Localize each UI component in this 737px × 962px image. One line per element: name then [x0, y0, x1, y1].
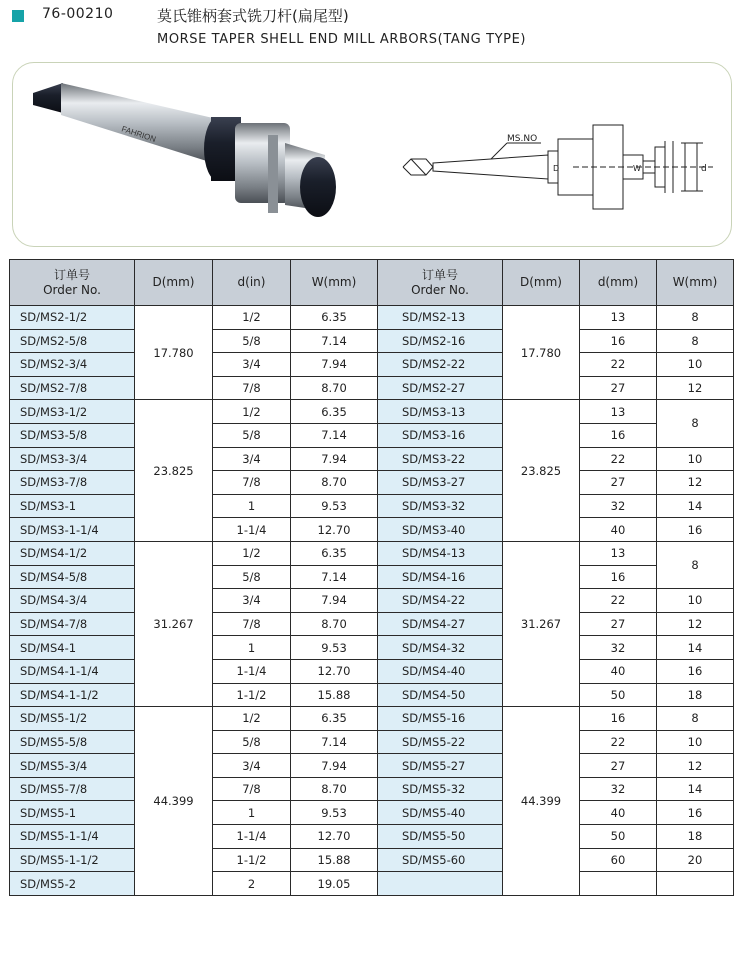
- d-mm-cell: 22: [580, 730, 657, 754]
- d-in-cell: 1: [213, 494, 291, 518]
- D-mm-2-cell: 23.825: [503, 400, 580, 542]
- table-row: [10, 707, 734, 731]
- order-no-2-cell: SD/MS5-32: [378, 777, 503, 801]
- d-in-cell: 5/8: [213, 329, 291, 353]
- title-english: MORSE TAPER SHELL END MILL ARBORS(TANG TYPE): [157, 32, 527, 47]
- table-row: [10, 848, 734, 872]
- d-mm-cell: 50: [580, 683, 657, 707]
- order-no-2-cell: SD/MS2-22: [378, 353, 503, 377]
- d-in-cell: 3/4: [213, 447, 291, 471]
- ms-no-label: MS.NO: [507, 134, 538, 144]
- D-mm-2-cell: 31.267: [503, 541, 580, 706]
- D-mm-cell: 23.825: [135, 400, 213, 542]
- W-mm-2-cell: 18: [657, 683, 734, 707]
- W-mm-2-cell: 16: [657, 659, 734, 683]
- d-in-cell: 1/2: [213, 707, 291, 731]
- table-row: [10, 447, 734, 471]
- d-in-cell: 1: [213, 636, 291, 660]
- d-in-cell: 1-1/2: [213, 683, 291, 707]
- W-mm-2-cell: 16: [657, 518, 734, 542]
- W-mm-cell: 7.94: [291, 447, 378, 471]
- W-mm-cell: 12.70: [291, 659, 378, 683]
- table-row: [10, 872, 734, 896]
- D-mm-cell: 17.780: [135, 306, 213, 400]
- d-mm-cell: 32: [580, 777, 657, 801]
- d-in-cell: 1/2: [213, 306, 291, 330]
- d-mm-cell: 32: [580, 636, 657, 660]
- W-mm-cell: 6.35: [291, 541, 378, 565]
- dim-W-label: W: [633, 164, 641, 173]
- table-row: [10, 730, 734, 754]
- order-no-cell: SD/MS4-3/4: [10, 589, 135, 613]
- arbor-photo: [33, 83, 336, 217]
- d-in-cell: 1-1/4: [213, 825, 291, 849]
- W-mm-cell: 7.94: [291, 754, 378, 778]
- d-in-cell: 3/4: [213, 754, 291, 778]
- table-row: [10, 659, 734, 683]
- spec-table: [9, 259, 734, 896]
- order-no-2-cell: SD/MS2-27: [378, 376, 503, 400]
- W-mm-cell: 7.14: [291, 329, 378, 353]
- W-mm-2-cell: 12: [657, 376, 734, 400]
- W-mm-cell: 9.53: [291, 636, 378, 660]
- order-no-2-cell: SD/MS3-32: [378, 494, 503, 518]
- table-row: [10, 471, 734, 495]
- order-no-2-cell: SD/MS3-27: [378, 471, 503, 495]
- order-no-cell: SD/MS3-1-1/4: [10, 518, 135, 542]
- d-mm-cell: 22: [580, 353, 657, 377]
- col-d-in: d(in): [213, 260, 291, 306]
- W-mm-cell: 9.53: [291, 494, 378, 518]
- order-no-cell: SD/MS5-1-1/2: [10, 848, 135, 872]
- W-mm-2-cell: 20: [657, 848, 734, 872]
- d-mm-cell: 27: [580, 612, 657, 636]
- table-row: [10, 541, 734, 565]
- order-no-cell: SD/MS3-1: [10, 494, 135, 518]
- order-no-cell: SD/MS4-1-1/2: [10, 683, 135, 707]
- order-no-cell: SD/MS5-3/4: [10, 754, 135, 778]
- dim-d-label: d: [701, 164, 707, 174]
- d-in-cell: 7/8: [213, 612, 291, 636]
- order-no-cell: SD/MS5-1/2: [10, 707, 135, 731]
- table-row: [10, 754, 734, 778]
- W-mm-cell: 7.14: [291, 565, 378, 589]
- d-mm-cell: 27: [580, 754, 657, 778]
- d-mm-cell: 22: [580, 589, 657, 613]
- W-mm-2-cell: 10: [657, 353, 734, 377]
- order-no-2-cell: SD/MS5-40: [378, 801, 503, 825]
- table-row: [10, 353, 734, 377]
- W-mm-2-cell: 14: [657, 636, 734, 660]
- table-row: [10, 376, 734, 400]
- table-row: [10, 565, 734, 589]
- W-mm-cell: 15.88: [291, 848, 378, 872]
- order-no-2-cell: SD/MS2-13: [378, 306, 503, 330]
- D-mm-2-cell: 44.399: [503, 707, 580, 896]
- col-D: D(mm): [135, 260, 213, 306]
- order-no-2-cell: SD/MS3-22: [378, 447, 503, 471]
- header: [12, 6, 732, 56]
- order-no-cell: SD/MS3-7/8: [10, 471, 135, 495]
- d-mm-cell: 40: [580, 801, 657, 825]
- col-D-2: D(mm): [503, 260, 580, 306]
- d-in-cell: 7/8: [213, 376, 291, 400]
- D-mm-cell: 44.399: [135, 707, 213, 896]
- d-in-cell: 3/4: [213, 353, 291, 377]
- d-in-cell: 1-1/4: [213, 659, 291, 683]
- order-no-2-cell: SD/MS3-13: [378, 400, 503, 424]
- W-mm-cell: 6.35: [291, 306, 378, 330]
- order-no-2-cell: SD/MS5-27: [378, 754, 503, 778]
- d-mm-cell: [580, 872, 657, 896]
- order-no-2-cell: SD/MS4-40: [378, 659, 503, 683]
- W-mm-cell: 19.05: [291, 872, 378, 896]
- W-mm-cell: 7.94: [291, 589, 378, 613]
- d-mm-cell: 40: [580, 659, 657, 683]
- order-no-cell: SD/MS2-7/8: [10, 376, 135, 400]
- W-mm-2-cell: 10: [657, 730, 734, 754]
- W-mm-2-cell: 18: [657, 825, 734, 849]
- order-no-cell: SD/MS3-1/2: [10, 400, 135, 424]
- teal-square-icon: [12, 10, 24, 22]
- table-row: [10, 494, 734, 518]
- order-no-cell: SD/MS3-5/8: [10, 423, 135, 447]
- d-in-cell: 1/2: [213, 541, 291, 565]
- W-mm-2-cell: 14: [657, 777, 734, 801]
- d-mm-cell: 16: [580, 329, 657, 353]
- order-no-2-cell: SD/MS5-16: [378, 707, 503, 731]
- product-figure: [12, 62, 732, 247]
- W-mm-2-cell: 8: [657, 541, 734, 588]
- d-mm-cell: 13: [580, 541, 657, 565]
- d-in-cell: 1-1/2: [213, 848, 291, 872]
- order-no-cell: SD/MS2-3/4: [10, 353, 135, 377]
- table-row: [10, 306, 734, 330]
- W-mm-2-cell: 10: [657, 589, 734, 613]
- order-no-cell: SD/MS4-5/8: [10, 565, 135, 589]
- order-no-cell: SD/MS4-7/8: [10, 612, 135, 636]
- order-no-2-cell: SD/MS5-60: [378, 848, 503, 872]
- d-mm-cell: 50: [580, 825, 657, 849]
- order-no-cell: SD/MS3-3/4: [10, 447, 135, 471]
- W-mm-2-cell: [657, 872, 734, 896]
- order-no-2-cell: SD/MS4-16: [378, 565, 503, 589]
- order-no-cell: SD/MS4-1/2: [10, 541, 135, 565]
- order-no-cell: SD/MS5-1: [10, 801, 135, 825]
- W-mm-cell: 8.70: [291, 376, 378, 400]
- order-no-2-cell: SD/MS2-16: [378, 329, 503, 353]
- table-row: [10, 518, 734, 542]
- W-mm-cell: 8.70: [291, 777, 378, 801]
- W-mm-cell: 7.94: [291, 353, 378, 377]
- title-chinese: 莫氏锥柄套式铣刀杆(扁尾型): [157, 7, 349, 25]
- W-mm-2-cell: 8: [657, 306, 734, 330]
- d-in-cell: 1: [213, 801, 291, 825]
- d-in-cell: 1-1/4: [213, 518, 291, 542]
- W-mm-cell: 12.70: [291, 825, 378, 849]
- d-mm-cell: 16: [580, 707, 657, 731]
- table-row: [10, 589, 734, 613]
- col-order-no: 订单号 Order No.: [10, 260, 135, 306]
- col-W-2: W(mm): [657, 260, 734, 306]
- W-mm-2-cell: 8: [657, 707, 734, 731]
- table-row: [10, 801, 734, 825]
- d-mm-cell: 22: [580, 447, 657, 471]
- table-row: [10, 329, 734, 353]
- W-mm-cell: 8.70: [291, 471, 378, 495]
- W-mm-cell: 9.53: [291, 801, 378, 825]
- d-mm-cell: 60: [580, 848, 657, 872]
- table-row: [10, 423, 734, 447]
- order-no-2-cell: SD/MS4-13: [378, 541, 503, 565]
- d-in-cell: 7/8: [213, 777, 291, 801]
- W-mm-cell: 7.14: [291, 423, 378, 447]
- order-no-cell: SD/MS5-7/8: [10, 777, 135, 801]
- table-row: [10, 777, 734, 801]
- order-no-cell: SD/MS4-1-1/4: [10, 659, 135, 683]
- W-mm-cell: 8.70: [291, 612, 378, 636]
- W-mm-cell: 7.14: [291, 730, 378, 754]
- D-mm-cell: 31.267: [135, 541, 213, 706]
- W-mm-cell: 6.35: [291, 400, 378, 424]
- table-row: [10, 636, 734, 660]
- order-no-2-cell: [378, 872, 503, 896]
- d-in-cell: 5/8: [213, 565, 291, 589]
- d-in-cell: 2: [213, 872, 291, 896]
- d-in-cell: 1/2: [213, 400, 291, 424]
- d-mm-cell: 16: [580, 423, 657, 447]
- W-mm-2-cell: 10: [657, 447, 734, 471]
- d-in-cell: 5/8: [213, 730, 291, 754]
- W-mm-2-cell: 8: [657, 329, 734, 353]
- d-in-cell: 3/4: [213, 589, 291, 613]
- order-no-2-cell: SD/MS3-16: [378, 423, 503, 447]
- d-in-cell: 7/8: [213, 471, 291, 495]
- W-mm-2-cell: 14: [657, 494, 734, 518]
- W-mm-cell: 12.70: [291, 518, 378, 542]
- d-mm-cell: 27: [580, 471, 657, 495]
- col-order-no-2: 订单号 Order No.: [378, 260, 503, 306]
- W-mm-2-cell: 12: [657, 471, 734, 495]
- d-mm-cell: 32: [580, 494, 657, 518]
- order-no-2-cell: SD/MS3-40: [378, 518, 503, 542]
- dim-D-label: D: [553, 164, 560, 173]
- d-in-cell: 5/8: [213, 423, 291, 447]
- W-mm-2-cell: 16: [657, 801, 734, 825]
- d-mm-cell: 40: [580, 518, 657, 542]
- table-row: [10, 400, 734, 424]
- product-code: 76-00210: [42, 6, 114, 22]
- table-row: [10, 612, 734, 636]
- order-no-2-cell: SD/MS4-27: [378, 612, 503, 636]
- d-mm-cell: 27: [580, 376, 657, 400]
- W-mm-2-cell: 12: [657, 754, 734, 778]
- order-no-cell: SD/MS2-1/2: [10, 306, 135, 330]
- order-no-2-cell: SD/MS4-32: [378, 636, 503, 660]
- order-no-cell: SD/MS2-5/8: [10, 329, 135, 353]
- order-no-2-cell: SD/MS5-50: [378, 825, 503, 849]
- order-no-cell: SD/MS5-1-1/4: [10, 825, 135, 849]
- d-mm-cell: 16: [580, 565, 657, 589]
- d-mm-cell: 13: [580, 400, 657, 424]
- order-no-cell: SD/MS5-5/8: [10, 730, 135, 754]
- table-row: [10, 683, 734, 707]
- table-row: [10, 825, 734, 849]
- order-no-cell: SD/MS4-1: [10, 636, 135, 660]
- W-mm-2-cell: 12: [657, 612, 734, 636]
- order-no-2-cell: SD/MS4-50: [378, 683, 503, 707]
- order-no-2-cell: SD/MS5-22: [378, 730, 503, 754]
- order-no-cell: SD/MS5-2: [10, 872, 135, 896]
- W-mm-2-cell: 8: [657, 400, 734, 447]
- order-no-2-cell: SD/MS4-22: [378, 589, 503, 613]
- W-mm-cell: 15.88: [291, 683, 378, 707]
- brand-logo: FAHRION: [120, 124, 157, 144]
- D-mm-2-cell: 17.780: [503, 306, 580, 400]
- col-W: W(mm): [291, 260, 378, 306]
- d-mm-cell: 13: [580, 306, 657, 330]
- col-d-mm: d(mm): [580, 260, 657, 306]
- arbor-illustration: [13, 63, 731, 246]
- W-mm-cell: 6.35: [291, 707, 378, 731]
